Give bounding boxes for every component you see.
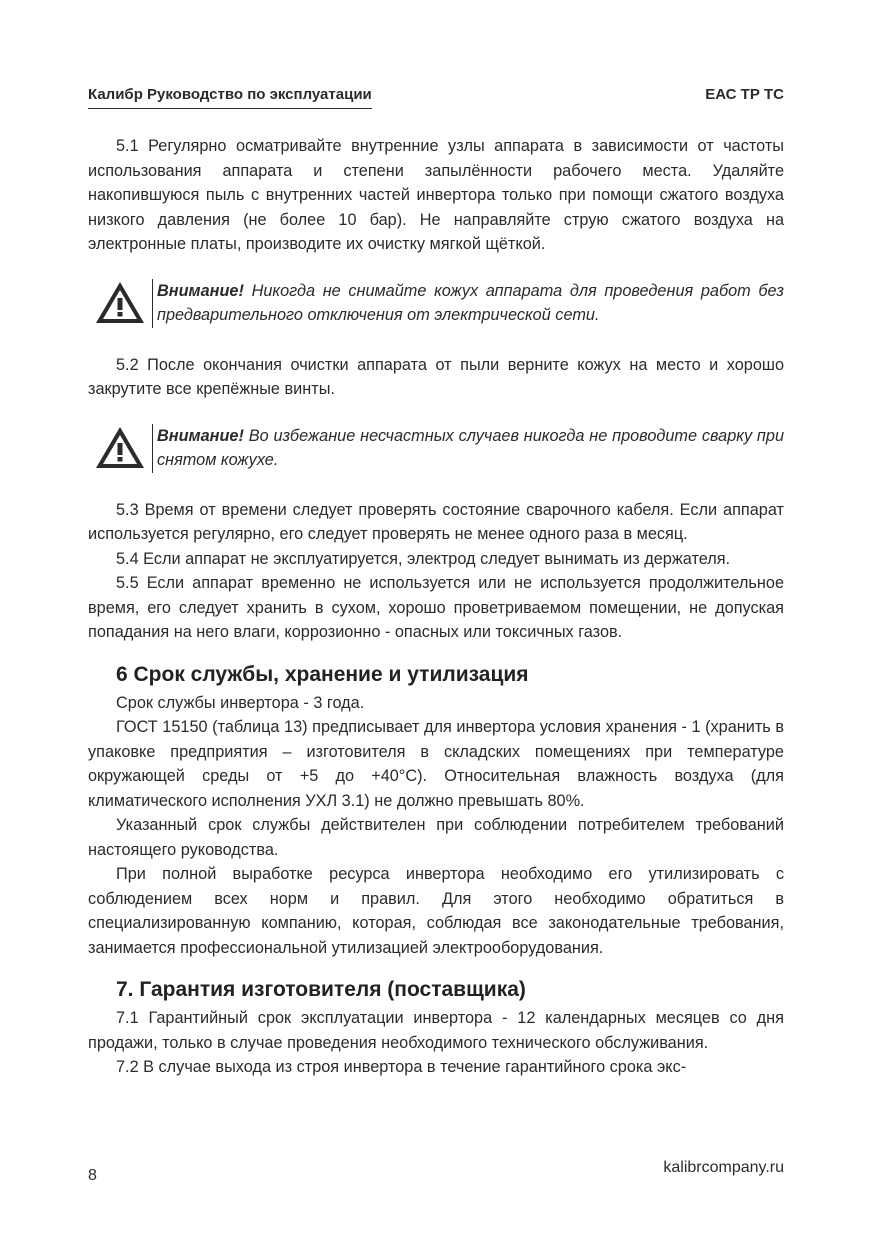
- page-header: [88, 86, 784, 116]
- section-7-heading: 7. Гарантия изготовителя (поставщика): [116, 978, 526, 1001]
- paragraph-5-1: 5.1 Регулярно осматривайте внутренние узлы аппарата в зависимости от частоты использования аппарата и степени запылённости рабочего места. Удаляйте накопившуюся пыль с внутренних частей инвертора только при помощи сжатого воздуха низкого давления (не более 10 бар). Не направляйте струю сжатого воздуха на электронные платы, производите их очистку мягкой щёткой.: [88, 137, 784, 253]
- company-website: kalibrcompany.ru: [663, 1159, 784, 1176]
- warning-triangle-icon: [94, 279, 146, 325]
- warning-text-1: [152, 279, 784, 328]
- paragraph-6-1: Срок службы инвертора - 3 года.: [116, 693, 365, 712]
- warning-message-2: Во избежание несчастных случаев никогда не проводите сварку при снятом кожухе.: [157, 426, 784, 469]
- paragraph-6-2: ГОСТ 15150 (таблица 13) предписывает для инвертора условия хранения - 1 (хранить в упаковке предприятия – изготовителя в складских помещениях при температуре окружающей среды от +5 до +40°С). Относительная влажность воздуха (для климатического исполнения УХЛ 3.1) не должно превышать 80%.: [88, 718, 784, 810]
- paragraph-7-1: 7.1 Гарантийный срок эксплуатации инвертора - 12 календарных месяцев со дня продажи, только в случае проведения необходимого технического обслуживания.: [88, 1009, 784, 1052]
- paragraph-6-4: При полной выработке ресурса инвертора необходимо его утилизировать с соблюдением всех норм и правил. Для этого необходимо обратиться в специализированную компанию, которая, соблюдая все законодательные требования, занимается профессиональной утилизацией электрооборудования.: [88, 865, 784, 957]
- paragraph-5-3: 5.3 Время от времени следует проверять состояние сварочного кабеля. Если аппарат используется регулярно, его следует проверять не менее одного раза в месяц.: [88, 500, 784, 543]
- paragraph-5-2: 5.2 После окончания очистки аппарата от пыли верните кожух на место и хорошо закрутите все крепёжные винты.: [88, 355, 784, 398]
- page-number: 8: [88, 1167, 97, 1184]
- warning-block-2: [88, 424, 784, 474]
- paragraph-5-4: 5.4 Если аппарат не эксплуатируется, электрод следует вынимать из держателя.: [116, 549, 731, 568]
- warning-triangle-icon: [94, 424, 146, 470]
- warning-block-1: [88, 279, 784, 329]
- paragraph-5-5: 5.5 Если аппарат временно не используется или не используется продолжительное время, его следует хранить в сухом, хорошо проветриваемом помещении, не допуская попадания на него влаги, коррозионно - опасных или токсичных газов.: [88, 574, 784, 641]
- section-6-heading: 6 Срок службы, хранение и утилизация: [116, 662, 529, 686]
- paragraph-7-2: 7.2 В случае выхода из строя инвертора в течение гарантийного срока экс-: [116, 1058, 687, 1076]
- certification-mark: ЕАС ТР ТС: [705, 86, 784, 103]
- warning-text-2: [152, 424, 784, 473]
- warning-message-1: Никогда не снимайте кожух аппарата для проведения работ без предварительного отключения от электрической сети.: [157, 281, 784, 324]
- paragraph-6-3: Указанный срок службы действителен при соблюдении потребителем требований настоящего руководства.: [88, 816, 784, 859]
- page-content: [88, 134, 784, 1080]
- manual-title: Калибр Руководство по эксплуатации: [88, 86, 372, 109]
- warning-label-1: Внимание!: [157, 281, 244, 300]
- warning-label-2: Внимание!: [157, 426, 244, 445]
